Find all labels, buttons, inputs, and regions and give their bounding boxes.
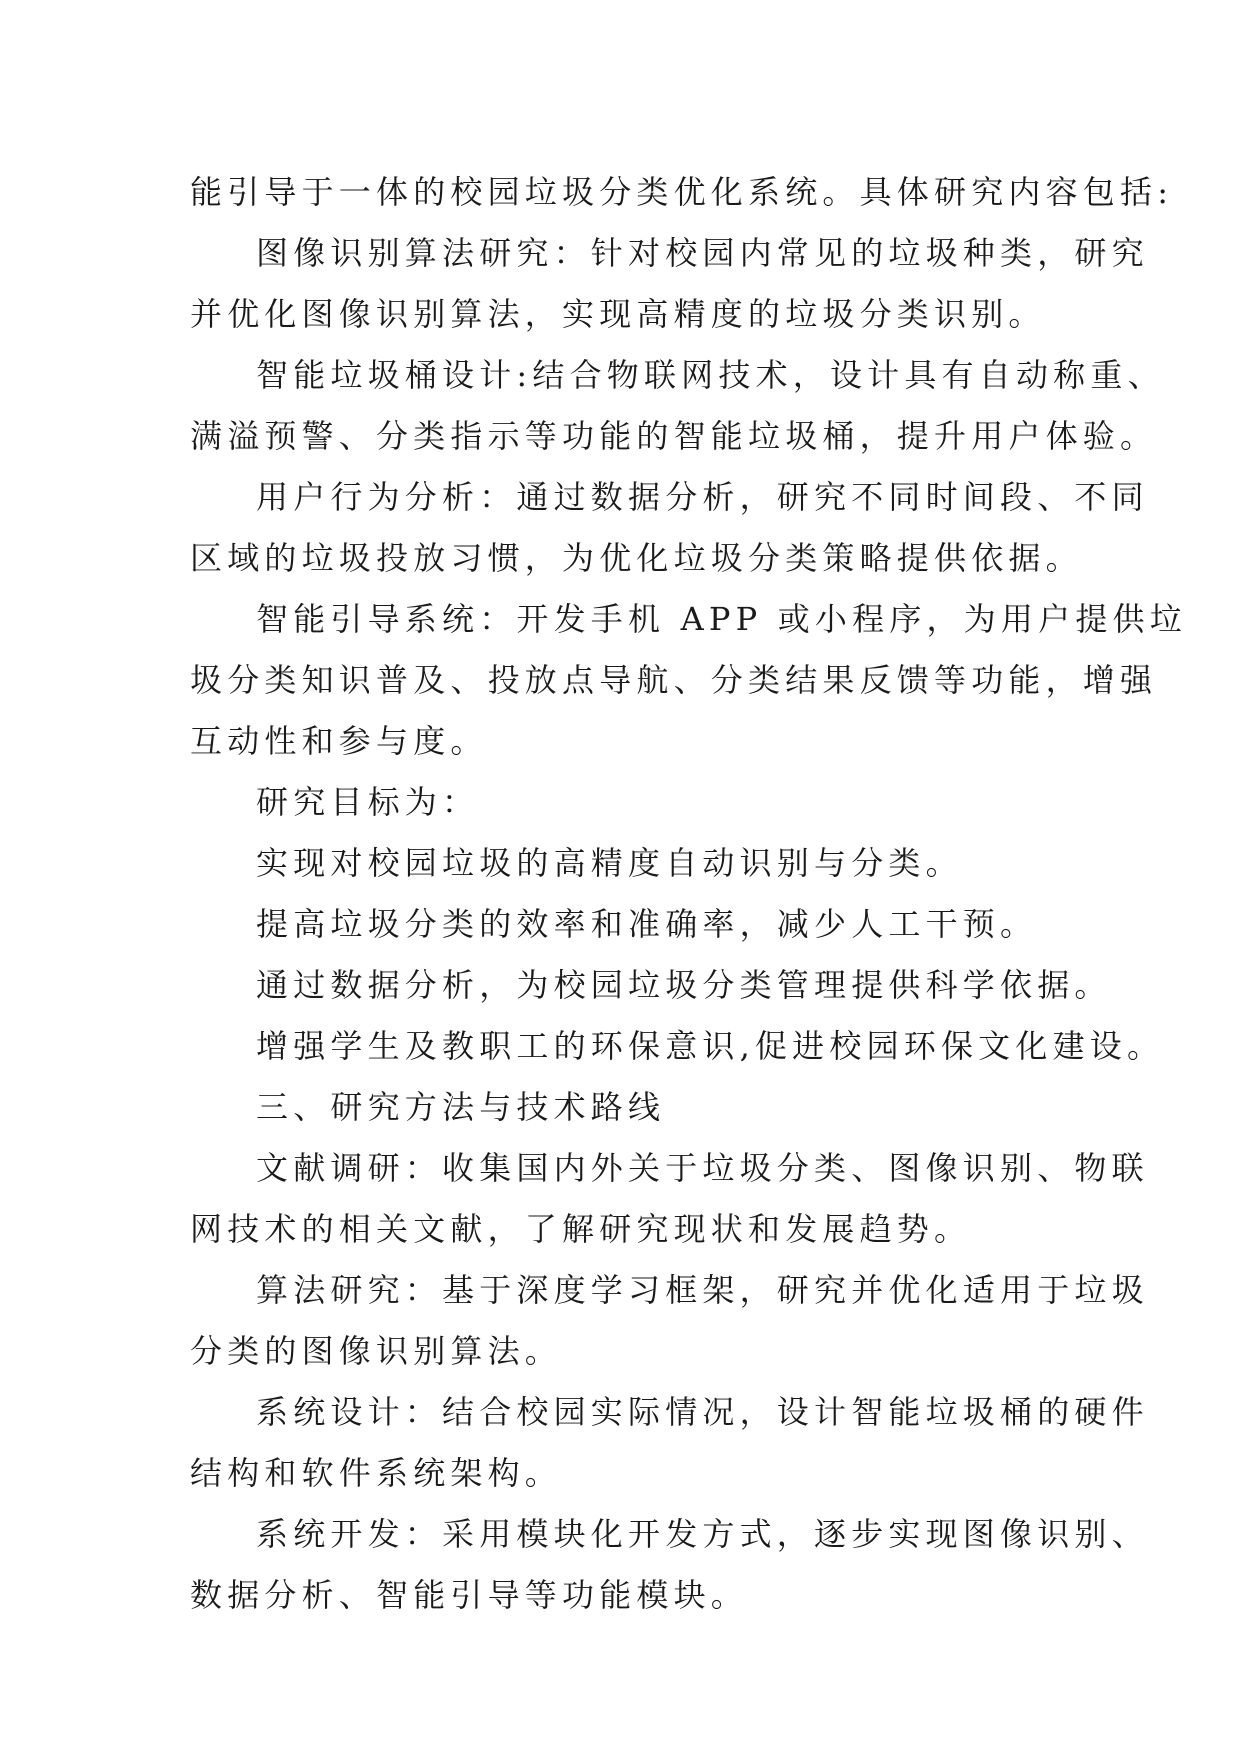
objective-item: 提高垃圾分类的效率和准确率，减少人工干预。	[256, 905, 1038, 943]
text-line: 并优化图像识别算法，实现高精度的垃圾分类识别。	[190, 295, 1046, 333]
text-line: 能引导于一体的校园垃圾分类优化系统。具体研究内容包括:	[190, 173, 1174, 211]
text-line: 结构和软件系统架构。	[190, 1454, 563, 1492]
paragraph-first-line: 智能垃圾桶设计:结合物联网技术，设计具有自动称重、	[256, 356, 1165, 394]
text-line: 满溢预警、分类指示等功能的智能垃圾桶，提升用户体验。	[190, 417, 1158, 455]
text-line: 互动性和参与度。	[190, 722, 488, 760]
text-line: 分类的图像识别算法。	[190, 1332, 563, 1370]
paragraph-first-line: 智能引导系统：开发手机 APP 或小程序，为用户提供垃	[256, 600, 1187, 638]
objective-item: 增强学生及教职工的环保意识,促进校园环保文化建设。	[256, 1027, 1165, 1065]
paragraph-first-line: 系统开发：采用模块化开发方式，逐步实现图像识别、	[256, 1515, 1149, 1553]
paragraph-first-line: 图像识别算法研究：针对校园内常见的垃圾种类，研究	[256, 234, 1149, 272]
paragraph-first-line: 文献调研：收集国内外关于垃圾分类、图像识别、物联	[256, 1149, 1149, 1187]
paragraph-first-line: 用户行为分析：通过数据分析，研究不同时间段、不同	[256, 478, 1149, 516]
text-line: 区域的垃圾投放习惯，为优化垃圾分类策略提供依据。	[190, 539, 1083, 577]
text-line: 圾分类知识普及、投放点导航、分类结果反馈等功能，增强	[190, 661, 1158, 699]
section-heading-methods: 三、研究方法与技术路线	[256, 1088, 666, 1126]
text-line: 数据分析、智能引导等功能模块。	[190, 1576, 749, 1614]
section-heading-objectives: 研究目标为：	[256, 783, 480, 821]
document-body	[190, 162, 1187, 1626]
objective-item: 通过数据分析，为校园垃圾分类管理提供科学依据。	[256, 966, 1112, 1004]
paragraph-first-line: 算法研究：基于深度学习框架，研究并优化适用于垃圾	[256, 1271, 1149, 1309]
text-line: 网技术的相关文献，了解研究现状和发展趋势。	[190, 1210, 972, 1248]
objective-item: 实现对校园垃圾的高精度自动识别与分类。	[256, 844, 963, 882]
paragraph-first-line: 系统设计：结合校园实际情况，设计智能垃圾桶的硬件	[256, 1393, 1149, 1431]
